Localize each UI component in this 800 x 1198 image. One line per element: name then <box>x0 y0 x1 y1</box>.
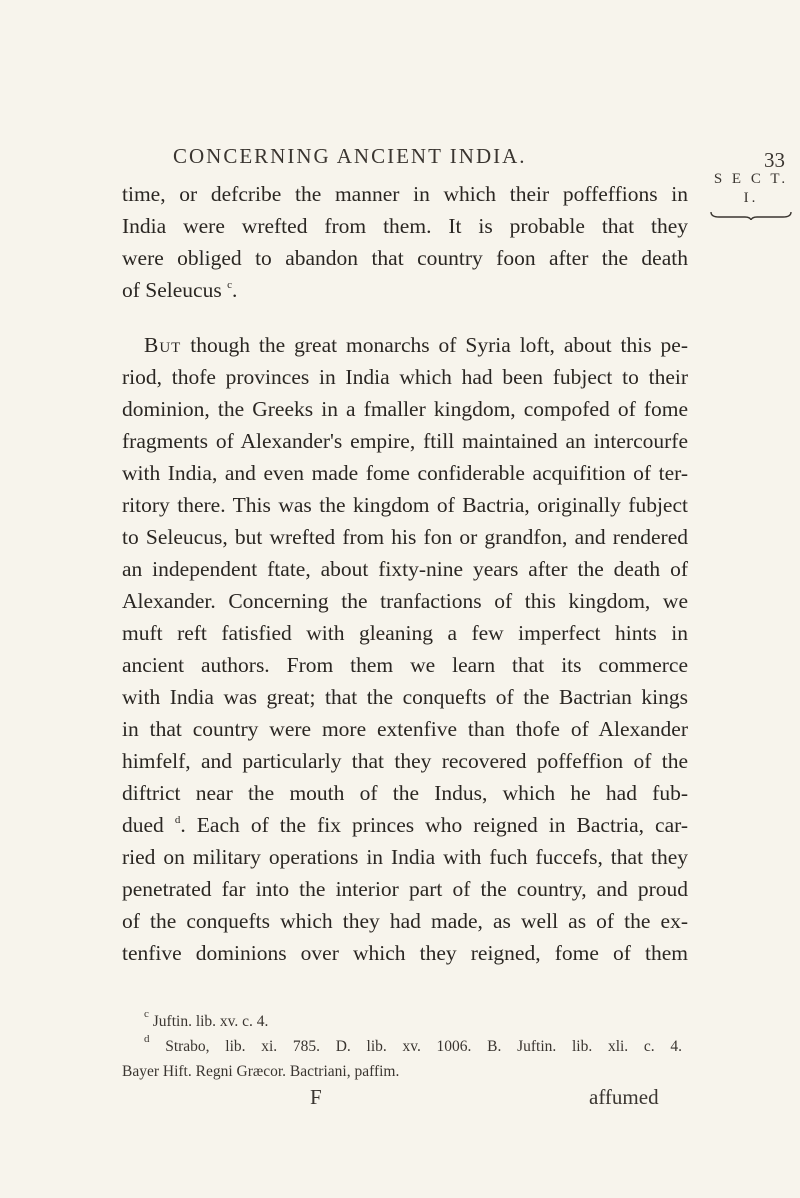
running-head: CONCERNING ANCIENT INDIA. <box>173 144 527 168</box>
text-line: of Seleucus $^c$. <box>122 278 238 302</box>
footnote-ref: d <box>174 814 181 826</box>
footnote: $^c$ Juftin. lib. xv. c. 4. <box>144 1008 269 1030</box>
initial-word: But <box>144 333 182 357</box>
text-line: with India, and even made fome confiderable acquifition of ter- <box>122 461 688 485</box>
footnote-continuation: Bayer Hift. Regni Græcor. Bactriani, paffim. <box>122 1063 400 1080</box>
text-line: diftrict near the mouth of the Indus, which he had fub- <box>122 781 688 805</box>
catchword: affumed <box>589 1085 659 1109</box>
brace-icon <box>709 210 793 220</box>
section-number: I. <box>743 190 759 206</box>
text-line: dued $^d$. Each of the fix princes who reigned in Bactria, car- <box>122 813 689 837</box>
text-line: India were wrefted from them. It is probable that they <box>122 214 688 238</box>
text-line: an independent ftate, about fixty-nine years after the death of <box>122 557 688 581</box>
text-line: were obliged to abandon that country foon after the death <box>122 246 688 270</box>
text-line: ancient authors. From them we learn that its commerce <box>122 653 688 677</box>
text-line: himfelf, and particularly that they recovered poffeffion of the <box>122 749 688 773</box>
text-line: fragments of Alexander's empire, ftill maintained an intercourfe <box>122 429 688 453</box>
text-line: of the conquefts which they had made, as well as of the ex- <box>122 909 688 933</box>
section-label: S E C T. <box>713 171 789 187</box>
text-line: to Seleucus, but wrefted from his fon or grandfon, and rendered <box>122 525 688 549</box>
page-number: 33 <box>764 148 785 172</box>
text-line: riod, thofe provinces in India which had been fubject to their <box>122 365 688 389</box>
signature-mark: F <box>310 1085 322 1109</box>
text-line: ritory there. This was the kingdom of Bactria, originally fubject <box>122 493 688 517</box>
text-line: in that country were more extenfive than thofe of Alexander <box>122 717 688 741</box>
text-line: But though the great monarchs of Syria loft, about this pe- <box>144 333 688 357</box>
text-line: ried on military operations in India with fuch fuccefs, that they <box>122 845 688 869</box>
text-line: time, or defcribe the manner in which their poffeffions in <box>122 182 688 206</box>
text-line: muft reft fatisfied with gleaning a few imperfect hints in <box>122 621 688 645</box>
text-line: penetrated far into the interior part of the country, and proud <box>122 877 688 901</box>
text-line: with India was great; that the conquefts of the Bactrian kings <box>122 685 688 709</box>
footnote-ref: c <box>227 279 232 291</box>
text-line: Alexander. Concerning the tranfactions of this kingdom, we <box>122 589 688 613</box>
text-line: tenfive dominions over which they reigned, fome of them <box>122 941 688 965</box>
footnote: $^d$ Strabo, lib. xi. 785. D. lib. xv. 1006. B. Juftin. lib. xli. c. 4. <box>144 1033 682 1055</box>
text-line: dominion, the Greeks in a fmaller kingdom, compofed of fome <box>122 397 688 421</box>
footnotes <box>122 1009 682 1084</box>
section-margin-note <box>706 170 796 220</box>
body-text <box>122 178 688 969</box>
